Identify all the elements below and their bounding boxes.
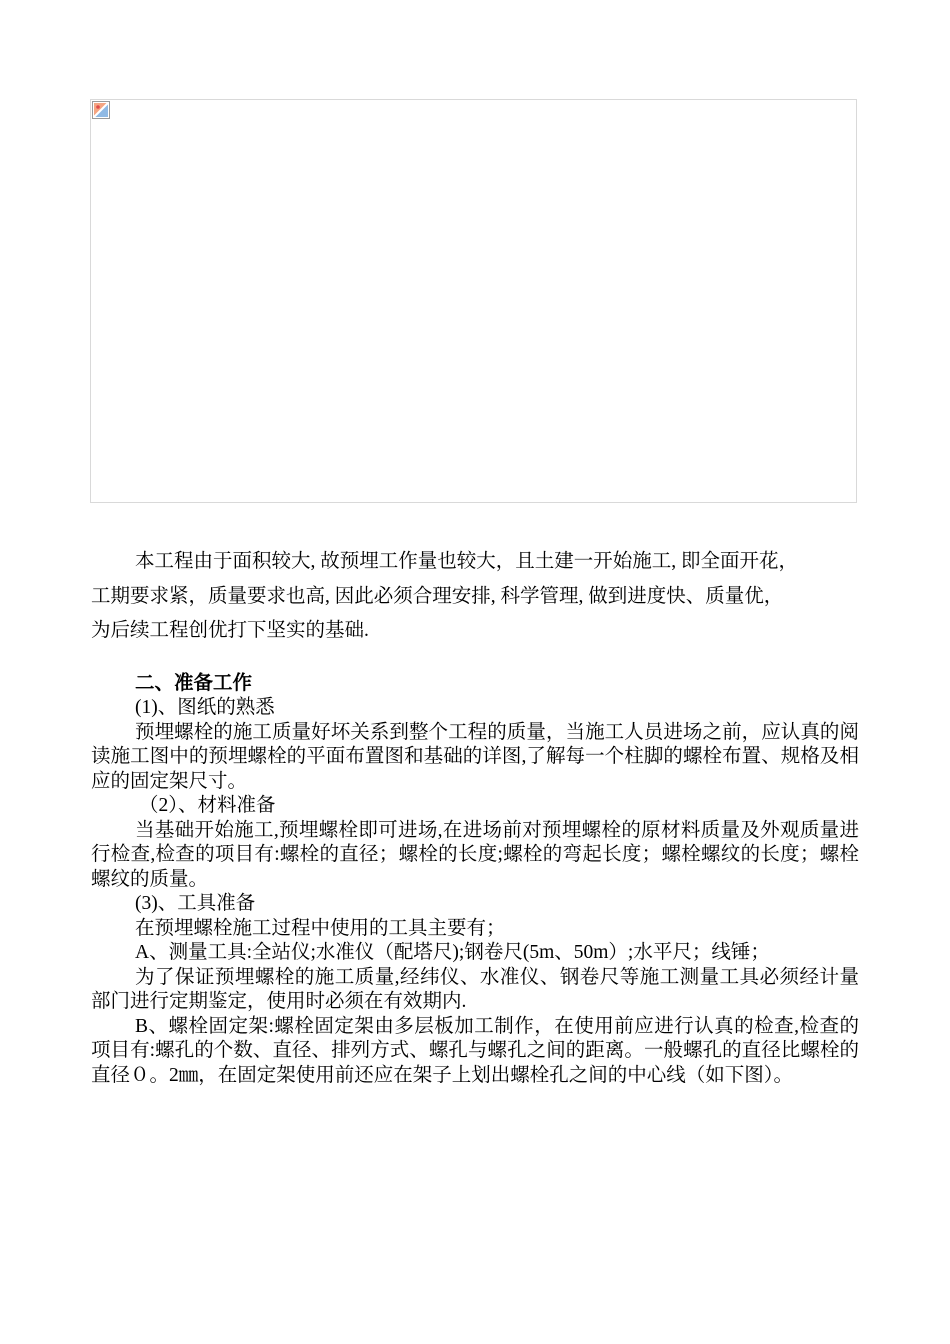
tools-item-b: B、螺栓固定架:螺栓固定架由多层板加工制作，在使用前应进行认真的检查,检查的项目有:螺孔的个数、直径、排列方式、螺孔与螺孔之间的距离。一般螺孔的直径比螺栓的直径０。2㎜，在固定架使用前还应在架子上划出螺栓孔之间的中心线（如下图）。 <box>91 1015 859 1086</box>
missing-image-placeholder <box>90 99 857 503</box>
document-body <box>91 545 859 1088</box>
preparation-section <box>91 672 859 1089</box>
intro-paragraph <box>91 545 859 649</box>
tools-item-a-note: 为了保证预埋螺栓的施工质量,经纬仪、水准仪、钢卷尺等施工测量工具必须经计量部门进行定期鉴定，使用时必须在有效期内. <box>91 966 859 1012</box>
subsection-title-tools: (3)、工具准备 <box>135 893 256 914</box>
drawings-paragraph: 预埋螺栓的施工质量好坏关系到整个工程的质量，当施工人员进场之前，应认真的阅读施工图中的预埋螺栓的平面布置图和基础的详图,了解每一个柱脚的螺栓布置、规格及相应的固定架尺寸。 <box>91 721 859 792</box>
broken-image-icon <box>92 101 110 119</box>
intro-line: 为后续工程创优打下坚实的基础. <box>91 620 369 641</box>
subsection-title-drawings: (1)、图纸的熟悉 <box>135 697 275 718</box>
section-heading: 二、准备工作 <box>135 672 253 694</box>
subsection-title-materials: （2）、材料准备 <box>139 795 276 816</box>
tools-intro: 在预埋螺栓施工过程中使用的工具主要有； <box>135 917 506 939</box>
intro-line: 工期要求紧，质量要求也高, 因此必须合理安排, 科学管理, 做到进度快、质量优， <box>91 585 784 607</box>
intro-line: 本工程由于面积较大, 故预埋工作量也较大，且土建一开始施工, 即全面开花， <box>135 551 799 572</box>
tools-item-a: A、测量工具:全站仪;水准仪（配塔尺);钢卷尺(5m、50m）;水平尺；线锤； <box>135 942 770 963</box>
materials-paragraph: 当基础开始施工,预埋螺栓即可进场,在进场前对预埋螺栓的原材料质量及外观质量进行检查,检查的项目有:螺栓的直径；螺栓的长度;螺栓的弯起长度；螺栓螺纹的长度；螺栓螺纹的质量。 <box>91 819 859 890</box>
